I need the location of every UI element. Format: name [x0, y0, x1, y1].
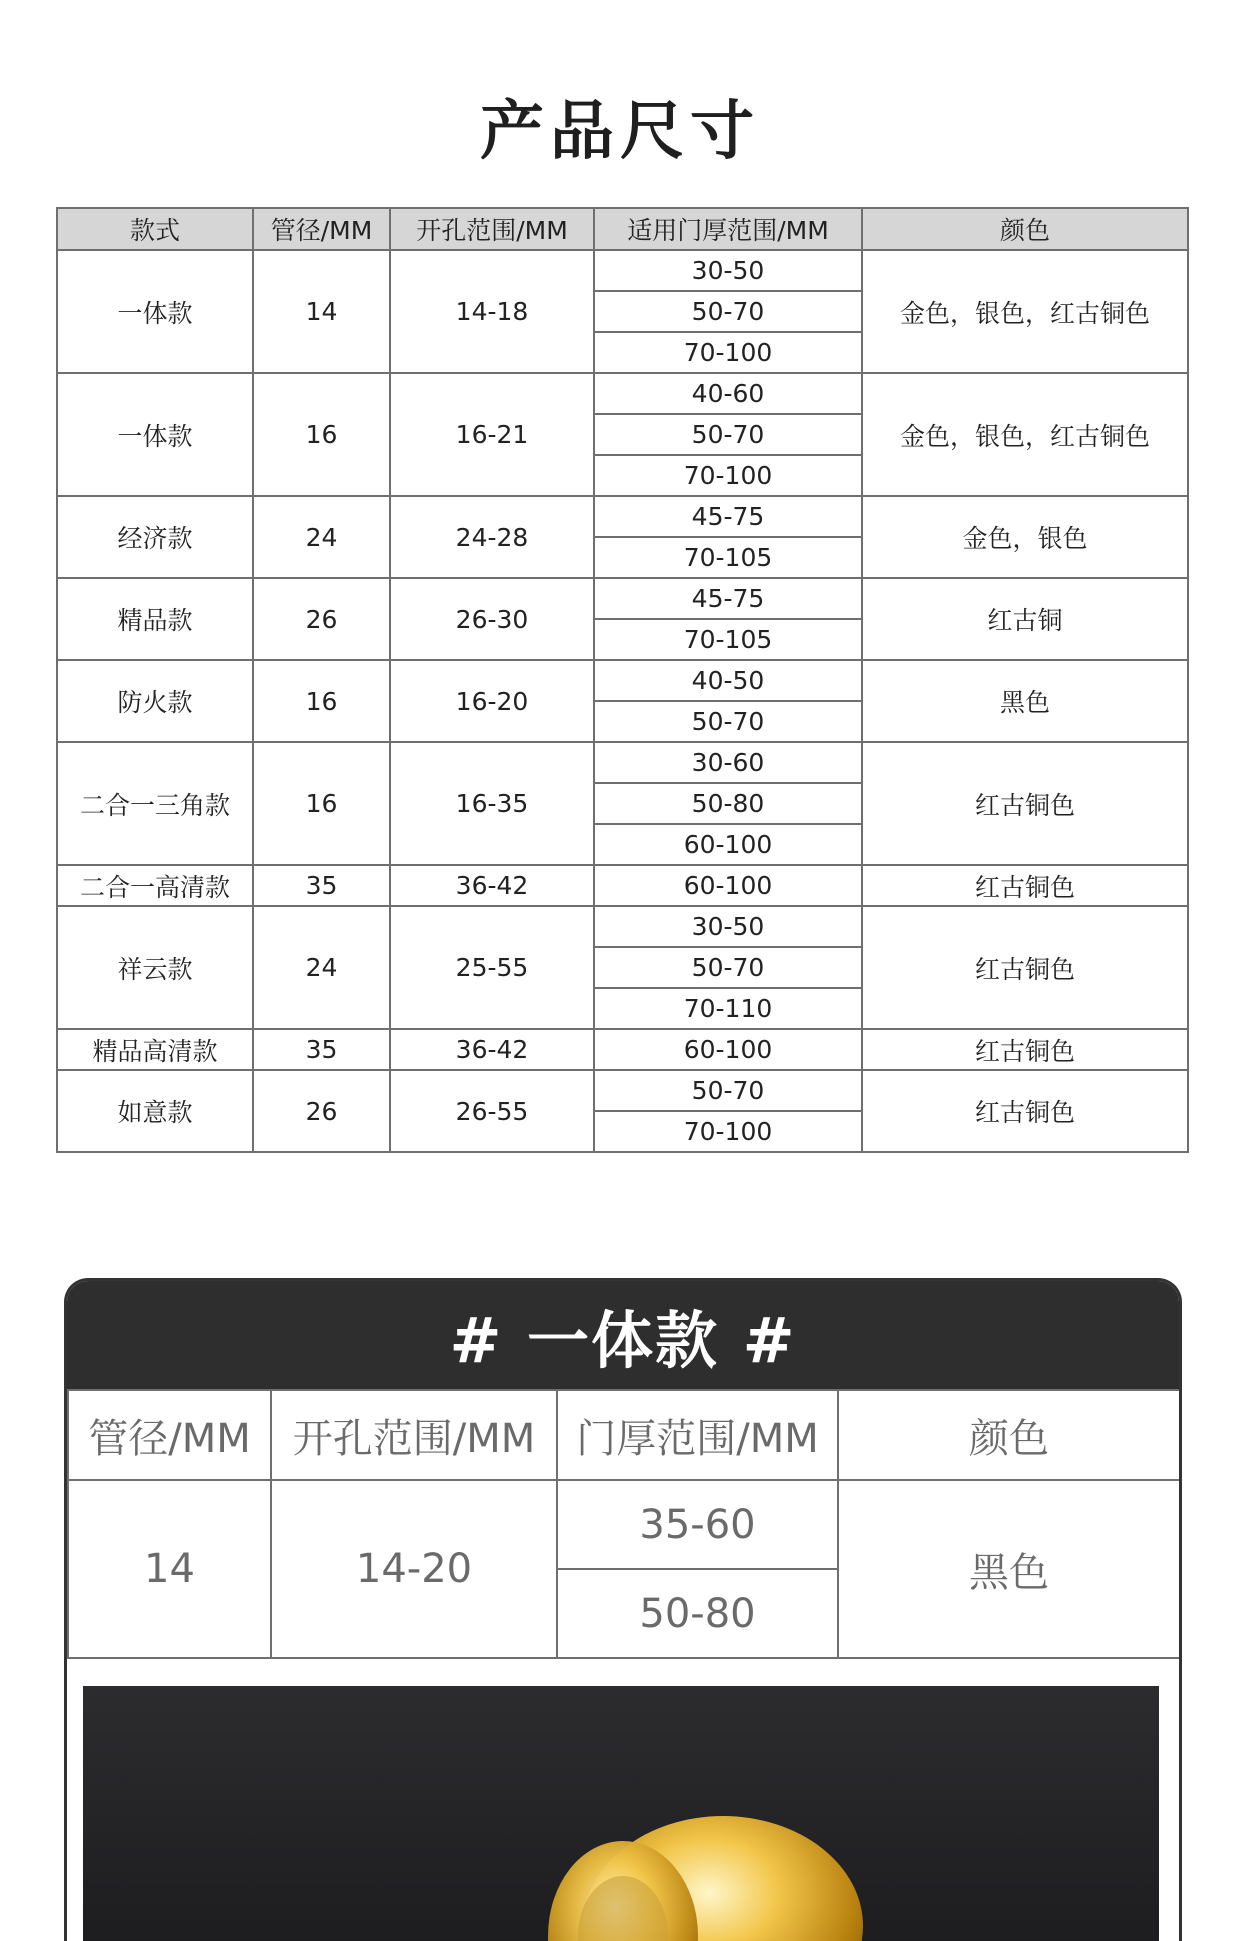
spec-pipe-cell: 16 [253, 660, 390, 742]
product-photo [83, 1686, 1159, 1941]
spec-hole-cell: 36-42 [390, 1029, 594, 1070]
spec-header-color: 颜色 [862, 208, 1188, 250]
spec-thickness-cell: 60-100 [594, 865, 862, 906]
variant-title: # 一体款 # [67, 1281, 1179, 1389]
spec-hole-cell: 25-55 [390, 906, 594, 1029]
spec-header-thickness: 适用门厚范围/MM [594, 208, 862, 250]
spec-thickness-cell: 50-70 [594, 1070, 862, 1111]
spec-thickness-cell: 30-50 [594, 250, 862, 291]
spec-color-cell: 金色，银色，红古铜色 [862, 373, 1188, 496]
variant-row [68, 1480, 1180, 1569]
spec-thickness-cell: 30-50 [594, 906, 862, 947]
variant-table [67, 1389, 1181, 1659]
spec-thickness-cell: 30-60 [594, 742, 862, 783]
spec-thickness-cell: 70-105 [594, 537, 862, 578]
spec-pipe-cell: 16 [253, 742, 390, 865]
variant-header-thickness: 门厚范围/MM [557, 1390, 838, 1480]
spec-pipe-cell: 16 [253, 373, 390, 496]
spec-color-cell: 红古铜 [862, 578, 1188, 660]
spec-thickness-cell: 60-100 [594, 824, 862, 865]
spec-header-style: 款式 [57, 208, 253, 250]
spec-thickness-cell: 50-70 [594, 947, 862, 988]
spec-style-cell: 祥云款 [57, 906, 253, 1029]
spec-row [57, 906, 1188, 947]
variant-header-color: 颜色 [838, 1390, 1180, 1480]
variant-thickness: 50-80 [557, 1569, 838, 1658]
spec-color-cell: 红古铜色 [862, 1070, 1188, 1152]
spec-table-container [56, 207, 1187, 1153]
variant-header-pipe: 管径/MM [68, 1390, 271, 1480]
spec-style-cell: 二合一三角款 [57, 742, 253, 865]
spec-style-cell: 精品高清款 [57, 1029, 253, 1070]
spec-header-row [57, 208, 1188, 250]
spec-hole-cell: 16-20 [390, 660, 594, 742]
variant-card [64, 1278, 1182, 1941]
spec-color-cell: 黑色 [862, 660, 1188, 742]
spec-thickness-cell: 70-100 [594, 1111, 862, 1152]
spec-style-cell: 一体款 [57, 373, 253, 496]
variant-color: 黑色 [838, 1480, 1180, 1658]
spec-hole-cell: 16-21 [390, 373, 594, 496]
spec-thickness-cell: 40-60 [594, 373, 862, 414]
spec-thickness-cell: 50-70 [594, 414, 862, 455]
spec-style-cell: 二合一高清款 [57, 865, 253, 906]
spec-row [57, 1029, 1188, 1070]
spec-row [57, 250, 1188, 291]
spec-hole-cell: 36-42 [390, 865, 594, 906]
spec-style-cell: 经济款 [57, 496, 253, 578]
variant-header-row [68, 1390, 1180, 1480]
spec-thickness-cell: 60-100 [594, 1029, 862, 1070]
door-viewer-image [83, 1686, 1159, 1941]
spec-row [57, 578, 1188, 619]
spec-thickness-cell: 45-75 [594, 578, 862, 619]
spec-pipe-cell: 35 [253, 1029, 390, 1070]
variant-pipe: 14 [68, 1480, 271, 1658]
spec-style-cell: 一体款 [57, 250, 253, 373]
spec-hole-cell: 16-35 [390, 742, 594, 865]
spec-thickness-cell: 50-70 [594, 701, 862, 742]
spec-pipe-cell: 35 [253, 865, 390, 906]
spec-thickness-cell: 70-100 [594, 332, 862, 373]
spec-row [57, 496, 1188, 537]
spec-pipe-cell: 14 [253, 250, 390, 373]
spec-pipe-cell: 26 [253, 1070, 390, 1152]
spec-row [57, 1070, 1188, 1111]
spec-pipe-cell: 24 [253, 906, 390, 1029]
spec-color-cell: 红古铜色 [862, 1029, 1188, 1070]
spec-row [57, 865, 1188, 906]
variant-hole: 14-20 [271, 1480, 557, 1658]
spec-color-cell: 红古铜色 [862, 865, 1188, 906]
variant-header-hole: 开孔范围/MM [271, 1390, 557, 1480]
spec-hole-cell: 26-55 [390, 1070, 594, 1152]
spec-thickness-cell: 50-70 [594, 291, 862, 332]
spec-color-cell: 红古铜色 [862, 742, 1188, 865]
spec-thickness-cell: 45-75 [594, 496, 862, 537]
spec-hole-cell: 24-28 [390, 496, 594, 578]
spec-color-cell: 金色，银色 [862, 496, 1188, 578]
spec-color-cell: 红古铜色 [862, 906, 1188, 1029]
spec-hole-cell: 26-30 [390, 578, 594, 660]
spec-style-cell: 精品款 [57, 578, 253, 660]
spec-row [57, 742, 1188, 783]
spec-row [57, 373, 1188, 414]
spec-thickness-cell: 70-105 [594, 619, 862, 660]
spec-table-body [57, 250, 1188, 1152]
spec-thickness-cell: 50-80 [594, 783, 862, 824]
spec-hole-cell: 14-18 [390, 250, 594, 373]
spec-thickness-cell: 70-100 [594, 455, 862, 496]
spec-header-hole: 开孔范围/MM [390, 208, 594, 250]
spec-style-cell: 防火款 [57, 660, 253, 742]
page-title: 产品尺寸 [480, 95, 760, 169]
spec-thickness-cell: 40-50 [594, 660, 862, 701]
spec-pipe-cell: 26 [253, 578, 390, 660]
spec-thickness-cell: 70-110 [594, 988, 862, 1029]
spec-color-cell: 金色，银色，红古铜色 [862, 250, 1188, 373]
spec-style-cell: 如意款 [57, 1070, 253, 1152]
variant-thickness: 35-60 [557, 1480, 838, 1569]
spec-pipe-cell: 24 [253, 496, 390, 578]
spec-header-pipe: 管径/MM [253, 208, 390, 250]
spec-table [56, 207, 1189, 1153]
spec-row [57, 660, 1188, 701]
